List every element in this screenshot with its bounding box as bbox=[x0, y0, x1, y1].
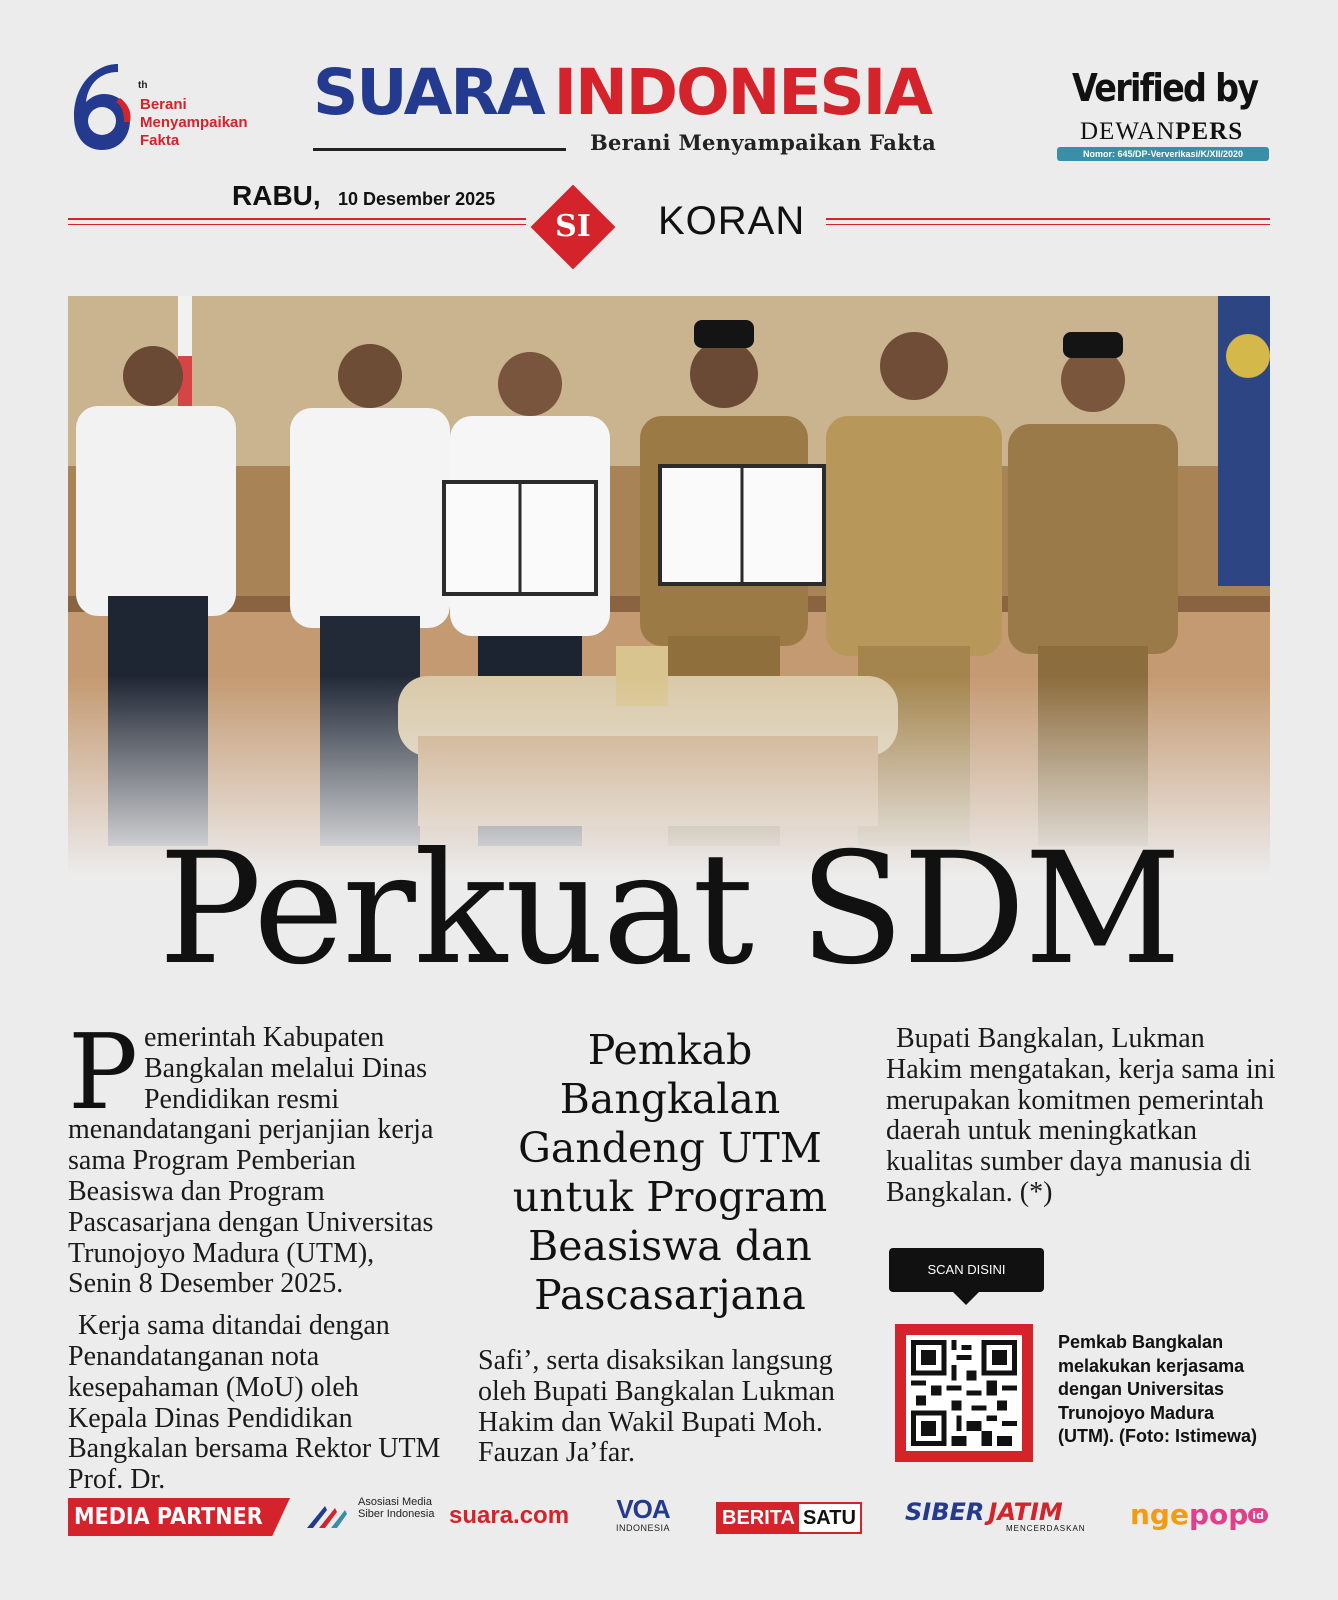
header-rule-left-thin bbox=[68, 224, 526, 225]
masthead-logo[interactable] bbox=[313, 56, 931, 130]
article-column-1 bbox=[68, 1011, 442, 1507]
news-photo bbox=[68, 296, 1270, 876]
article-column-2: Safi’, serta disaksikan langsung oleh Bupati Bangkalan Lukman Hakim dan Wakil Bupati Moh. Fauzan Ja’far. bbox=[478, 1345, 835, 1469]
subheadline: Pemkab Bangkalan Gandeng UTM untuk Program Beasiswa dan Pascasarjana bbox=[512, 1026, 828, 1319]
dewan-text: DEWAN bbox=[1080, 118, 1176, 145]
pop-text: pop bbox=[1188, 1498, 1249, 1531]
partner-beritasatu[interactable] bbox=[716, 1502, 862, 1534]
dewan-pers-logo bbox=[1080, 118, 1243, 146]
scan-here-label: SCAN DISINI bbox=[889, 1248, 1044, 1292]
qr-code-icon[interactable] bbox=[911, 1340, 1017, 1446]
partner-siberjatim[interactable] bbox=[905, 1498, 1063, 1526]
id-badge: id bbox=[1248, 1508, 1268, 1523]
edition-day: RABU, bbox=[232, 180, 321, 211]
article-paragraph-2: Kerja sama ditandai dengan Penandatanganan nota kesepahaman (MoU) oleh Kepala Dinas Pendidikan Bangkalan bersama Rektor UTM Prof. Dr. bbox=[68, 1310, 441, 1496]
tagline-rule bbox=[313, 148, 566, 151]
satu-text: SATU bbox=[799, 1504, 860, 1532]
siberjatim-tagline: MENCERDASKAN bbox=[1006, 1524, 1086, 1533]
anniversary-six-logo bbox=[66, 58, 138, 154]
anniversary-text: Berani Menyampaikan Fakta bbox=[140, 96, 248, 149]
tagline: Berani Menyampaikan Fakta bbox=[590, 130, 936, 155]
paragraph-1-text: emerintah Kabupaten Bangkalan melalui Dinas Pendidikan resmi menandatangani perjanjian kerja sama Program Pemberian Beasiswa dan Program Pascasarjana dengan Universitas Trunojoyo Madura (UTM), Senin 8 Desember 2025. bbox=[68, 1022, 434, 1300]
partner-amsi[interactable]: Asosiasi Media Siber Indonesia bbox=[358, 1496, 435, 1520]
article-paragraph-1 bbox=[68, 1011, 442, 1300]
scan-arrow-icon bbox=[952, 1291, 980, 1305]
photo-caption: Pemkab Bangkalan melakukan kerjasama dengan Universitas Trunojoyo Madura (UTM). (Foto: Istimewa) bbox=[1058, 1332, 1257, 1446]
article-column-3: Bupati Bangkalan, Lukman Hakim mengatakan, kerja sama ini merupakan komitmen pemerintah daerah untuk meningkatkan kualitas sumber daya manusia di Bangkalan. (*) bbox=[886, 1023, 1276, 1208]
si-logo: SI bbox=[555, 209, 591, 244]
brand-indonesia: INDONESIA bbox=[553, 56, 931, 129]
brand-suara: SUARA bbox=[313, 56, 544, 129]
edition-date: 10 Desember 2025 bbox=[338, 189, 496, 209]
header-rule-left bbox=[68, 218, 526, 220]
amsi-logo-icon bbox=[305, 1500, 357, 1532]
voa-logo: VOA bbox=[616, 1494, 670, 1524]
voa-sub: INDONESIA bbox=[615, 1523, 670, 1533]
partner-voa[interactable] bbox=[612, 1495, 674, 1533]
verification-number: Nomor: 645/DP-Ververikasi/K/XII/2020 bbox=[1057, 147, 1269, 161]
header-rule-right-thin bbox=[826, 224, 1270, 225]
berita-text: BERITA bbox=[718, 1504, 799, 1532]
partner-suara[interactable]: suara.com bbox=[449, 1502, 570, 1529]
verified-by-label: Verified by bbox=[1072, 66, 1258, 110]
siber-text: SIBER bbox=[905, 1498, 985, 1526]
pers-text: PERS bbox=[1175, 118, 1244, 145]
header-rule-right bbox=[826, 218, 1270, 220]
headline: Perkuat SDM bbox=[158, 820, 1180, 999]
section-label: KORAN bbox=[658, 199, 806, 243]
jatim-text: JATIM bbox=[988, 1498, 1063, 1526]
drop-cap: P bbox=[68, 1011, 138, 1133]
anniversary-suffix: th bbox=[138, 80, 148, 91]
partner-ngepop[interactable] bbox=[1130, 1498, 1268, 1533]
media-partner-label: MEDIA PARTNER bbox=[74, 1504, 263, 1530]
nge-text: nge bbox=[1130, 1498, 1189, 1531]
